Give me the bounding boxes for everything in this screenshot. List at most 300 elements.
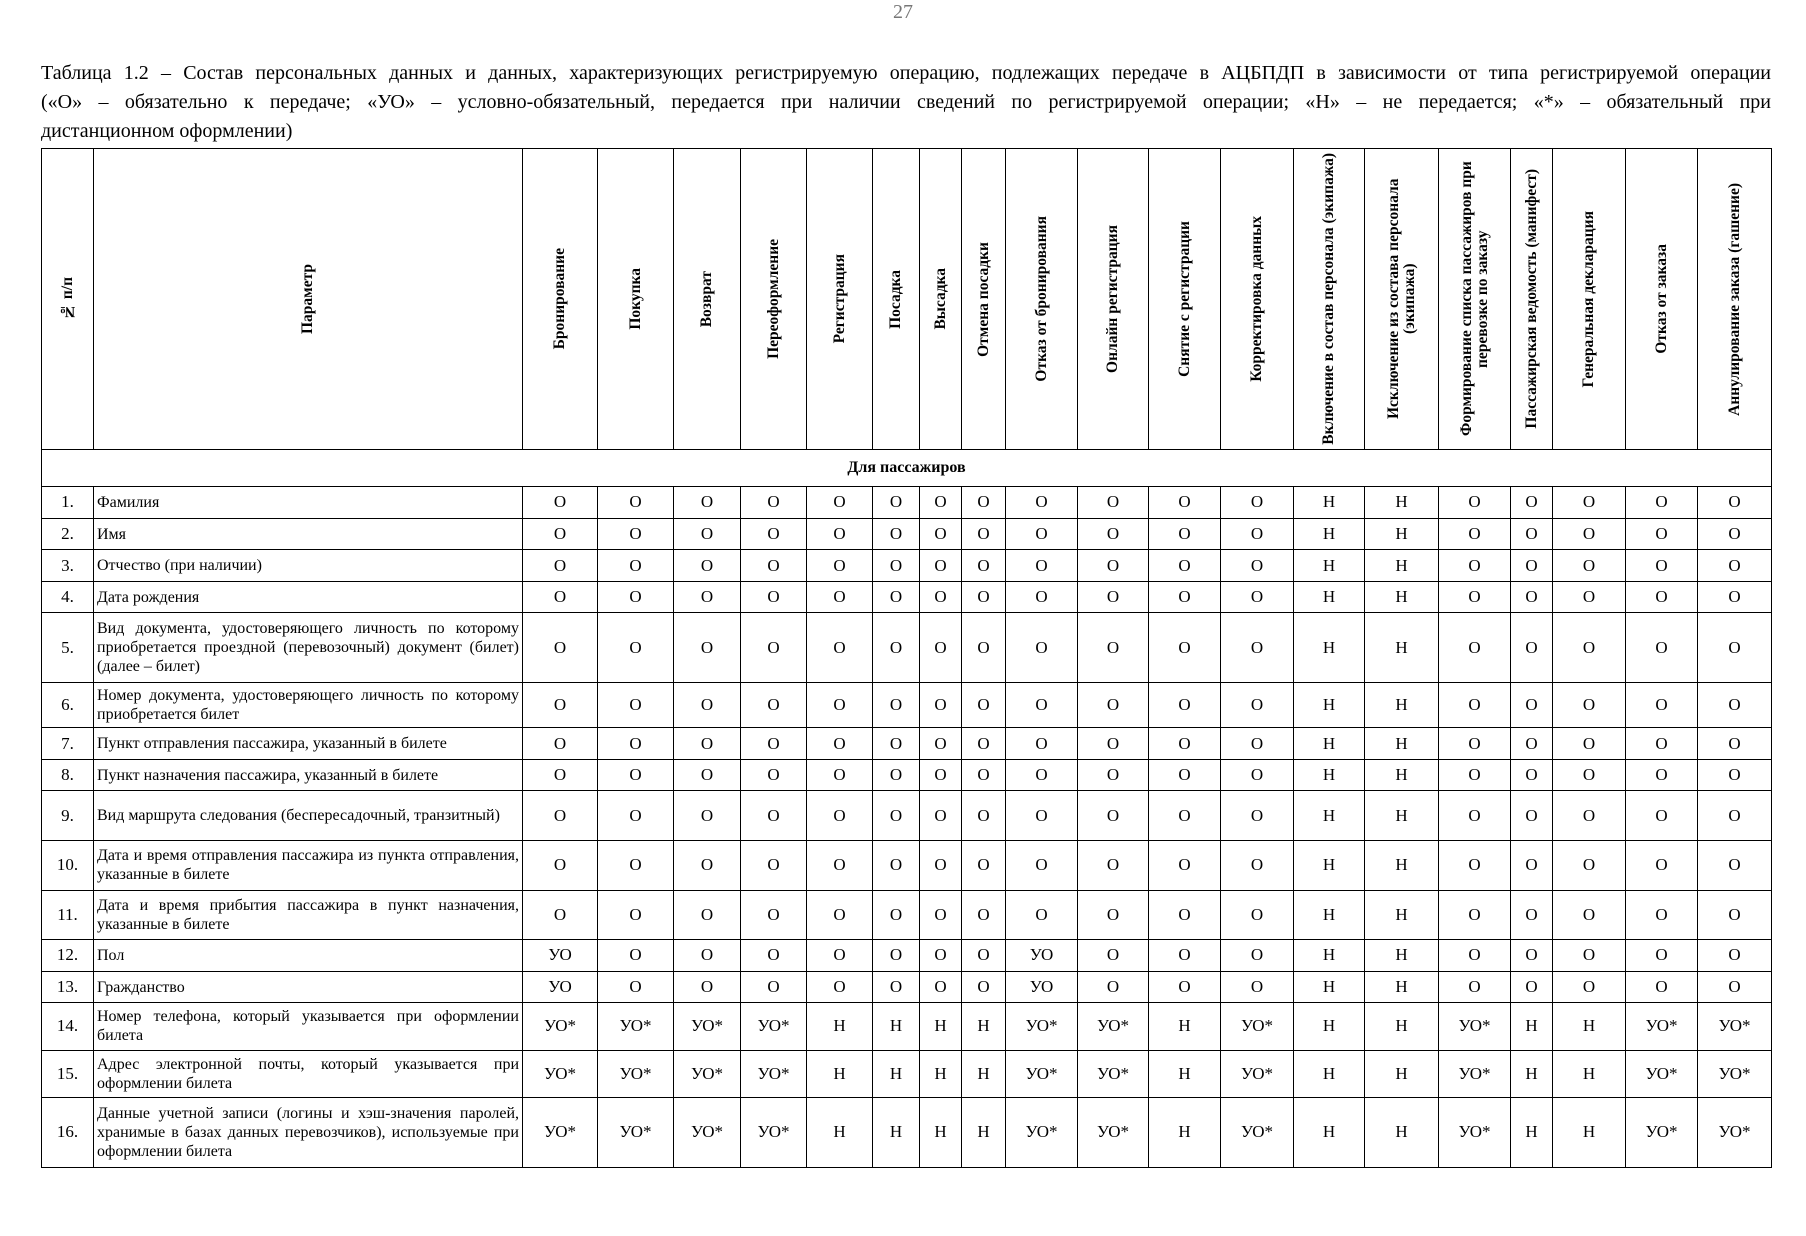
- value-cell: О: [1078, 518, 1149, 550]
- value-cell: УО*: [1698, 1003, 1772, 1050]
- value-cell: О: [920, 728, 962, 760]
- value-cell: О: [1698, 518, 1772, 550]
- caption-line-2: («О» – обязательно к передаче; «УО» – условно-обязательный, передается при наличии сведений по регистрируемой операции; «Н» – не передается; «*» – обязательный при: [41, 91, 1771, 113]
- table-row: [42, 890, 1772, 940]
- table-row: [42, 581, 1772, 613]
- value-cell: О: [920, 791, 962, 841]
- value-cell: О: [1439, 581, 1511, 613]
- value-cell: О: [1553, 518, 1626, 550]
- row-parameter: Дата и время прибытия пассажира в пункт назначения, указанные в билете: [94, 890, 523, 940]
- header-op: Формирование списка пассажиров при перевозке по заказу: [1439, 149, 1511, 450]
- value-cell: О: [674, 550, 741, 582]
- value-cell: О: [1511, 791, 1553, 841]
- value-cell: Н: [1365, 971, 1439, 1003]
- value-cell: О: [962, 550, 1006, 582]
- value-cell: Н: [1511, 1097, 1553, 1167]
- value-cell: О: [674, 518, 741, 550]
- value-cell: О: [1149, 683, 1221, 728]
- value-cell: Н: [1294, 841, 1365, 891]
- value-cell: О: [598, 890, 674, 940]
- row-number: 8.: [42, 759, 94, 791]
- value-cell: О: [674, 940, 741, 972]
- value-cell: О: [962, 841, 1006, 891]
- value-cell: О: [962, 581, 1006, 613]
- value-cell: О: [741, 728, 807, 760]
- value-cell: Н: [1294, 1050, 1365, 1097]
- value-cell: О: [920, 487, 962, 519]
- value-cell: О: [873, 759, 920, 791]
- value-cell: О: [807, 728, 873, 760]
- value-cell: О: [523, 841, 598, 891]
- value-cell: О: [807, 613, 873, 683]
- value-cell: Н: [1365, 613, 1439, 683]
- value-cell: Н: [1365, 728, 1439, 760]
- header-num: № п/п: [42, 149, 94, 450]
- value-cell: Н: [1294, 940, 1365, 972]
- value-cell: О: [920, 841, 962, 891]
- row-parameter: Адрес электронной почты, который указывается при оформлении билета: [94, 1050, 523, 1097]
- header-op: Отмена посадки: [962, 149, 1006, 450]
- value-cell: УО*: [741, 1050, 807, 1097]
- value-cell: О: [1698, 791, 1772, 841]
- value-cell: УО: [523, 971, 598, 1003]
- header-op: Отказ от заказа: [1626, 149, 1698, 450]
- value-cell: О: [1626, 487, 1698, 519]
- value-cell: О: [1626, 728, 1698, 760]
- value-cell: О: [741, 759, 807, 791]
- data-table: [41, 148, 1772, 1168]
- header-op: Исключение из состава персонала (экипажа): [1365, 149, 1439, 450]
- header-op: Включение в состав персонала (экипажа): [1294, 149, 1365, 450]
- value-cell: О: [1553, 841, 1626, 891]
- value-cell: УО*: [741, 1003, 807, 1050]
- value-cell: Н: [920, 1003, 962, 1050]
- value-cell: О: [523, 518, 598, 550]
- section-title: Для пассажиров: [42, 450, 1772, 487]
- value-cell: О: [1439, 518, 1511, 550]
- value-cell: О: [674, 487, 741, 519]
- value-cell: Н: [873, 1097, 920, 1167]
- row-parameter: Пункт отправления пассажира, указанный в билете: [94, 728, 523, 760]
- value-cell: О: [741, 550, 807, 582]
- row-parameter: Номер телефона, который указывается при оформлении билета: [94, 1003, 523, 1050]
- value-cell: О: [1626, 971, 1698, 1003]
- row-parameter: Данные учетной записи (логины и хэш-значения паролей, хранимые в базах данных перевозчиков), используемые при оформлении билета: [94, 1097, 523, 1167]
- value-cell: О: [598, 759, 674, 791]
- value-cell: О: [1511, 683, 1553, 728]
- row-parameter: Вид документа, удостоверяющего личность по которому приобретается проездной (перевозочный) документ (билет) (далее – билет): [94, 613, 523, 683]
- header-op: Снятие с регистрации: [1149, 149, 1221, 450]
- value-cell: О: [1698, 940, 1772, 972]
- value-cell: О: [1078, 550, 1149, 582]
- value-cell: О: [598, 581, 674, 613]
- value-cell: Н: [920, 1050, 962, 1097]
- value-cell: О: [1439, 940, 1511, 972]
- value-cell: О: [741, 581, 807, 613]
- value-cell: О: [807, 791, 873, 841]
- value-cell: О: [962, 518, 1006, 550]
- value-cell: Н: [1553, 1003, 1626, 1050]
- value-cell: О: [598, 940, 674, 972]
- value-cell: О: [962, 728, 1006, 760]
- value-cell: О: [1439, 550, 1511, 582]
- value-cell: УО*: [674, 1050, 741, 1097]
- value-cell: О: [1553, 759, 1626, 791]
- value-cell: О: [1626, 940, 1698, 972]
- value-cell: УО*: [1006, 1097, 1078, 1167]
- value-cell: УО*: [1698, 1050, 1772, 1097]
- row-number: 13.: [42, 971, 94, 1003]
- row-number: 9.: [42, 791, 94, 841]
- value-cell: О: [1221, 487, 1294, 519]
- header-op: Переоформление: [741, 149, 807, 450]
- header-op: Генеральная декларация: [1553, 149, 1626, 450]
- value-cell: УО*: [674, 1097, 741, 1167]
- row-number: 14.: [42, 1003, 94, 1050]
- value-cell: УО*: [1439, 1003, 1511, 1050]
- value-cell: О: [598, 613, 674, 683]
- value-cell: О: [920, 518, 962, 550]
- value-cell: О: [1698, 971, 1772, 1003]
- value-cell: О: [1626, 613, 1698, 683]
- value-cell: О: [1511, 759, 1553, 791]
- value-cell: О: [523, 759, 598, 791]
- row-number: 11.: [42, 890, 94, 940]
- value-cell: О: [1553, 971, 1626, 1003]
- header-op: Онлайн регистрация: [1078, 149, 1149, 450]
- table-row: [42, 683, 1772, 728]
- value-cell: О: [1698, 550, 1772, 582]
- value-cell: Н: [807, 1097, 873, 1167]
- row-number: 7.: [42, 728, 94, 760]
- value-cell: О: [1006, 759, 1078, 791]
- row-number: 2.: [42, 518, 94, 550]
- caption-line-1: Таблица 1.2 – Состав персональных данных и данных, характеризующих регистрируемую операцию, подлежащих передаче в АЦБПДП в зависимости от типа регистрируемой операции: [41, 62, 1771, 84]
- value-cell: О: [1511, 841, 1553, 891]
- row-number: 6.: [42, 683, 94, 728]
- value-cell: О: [1553, 728, 1626, 760]
- value-cell: Н: [1365, 1097, 1439, 1167]
- value-cell: Н: [1365, 759, 1439, 791]
- header-op: Корректировка данных: [1221, 149, 1294, 450]
- value-cell: О: [523, 487, 598, 519]
- header-op: Аннулирование заказа (гашение): [1698, 149, 1772, 450]
- table-row: [42, 550, 1772, 582]
- row-number: 10.: [42, 841, 94, 891]
- value-cell: О: [523, 581, 598, 613]
- value-cell: О: [598, 841, 674, 891]
- value-cell: О: [523, 550, 598, 582]
- value-cell: О: [962, 759, 1006, 791]
- value-cell: О: [674, 759, 741, 791]
- value-cell: О: [873, 550, 920, 582]
- row-parameter: Фамилия: [94, 487, 523, 519]
- value-cell: О: [1221, 550, 1294, 582]
- table-row: [42, 971, 1772, 1003]
- value-cell: О: [674, 683, 741, 728]
- header-op: Пассажирская ведомость (манифест): [1511, 149, 1553, 450]
- value-cell: О: [807, 487, 873, 519]
- value-cell: Н: [1294, 518, 1365, 550]
- row-number: 1.: [42, 487, 94, 519]
- value-cell: О: [807, 841, 873, 891]
- value-cell: О: [1006, 487, 1078, 519]
- value-cell: О: [1149, 728, 1221, 760]
- value-cell: УО: [523, 940, 598, 972]
- value-cell: О: [962, 683, 1006, 728]
- value-cell: О: [1439, 841, 1511, 891]
- value-cell: О: [1078, 940, 1149, 972]
- value-cell: О: [1511, 550, 1553, 582]
- value-cell: О: [674, 791, 741, 841]
- header-op: Бронирование: [523, 149, 598, 450]
- value-cell: О: [873, 613, 920, 683]
- value-cell: Н: [1365, 841, 1439, 891]
- value-cell: О: [962, 890, 1006, 940]
- value-cell: О: [1221, 613, 1294, 683]
- row-parameter: Номер документа, удостоверяющего личность по которому приобретается билет: [94, 683, 523, 728]
- value-cell: О: [1078, 890, 1149, 940]
- value-cell: О: [1511, 940, 1553, 972]
- header-param: Параметр: [94, 149, 523, 450]
- value-cell: О: [1149, 550, 1221, 582]
- value-cell: О: [1006, 581, 1078, 613]
- value-cell: О: [807, 518, 873, 550]
- value-cell: О: [741, 791, 807, 841]
- value-cell: О: [1149, 971, 1221, 1003]
- value-cell: О: [1006, 550, 1078, 582]
- value-cell: О: [1078, 759, 1149, 791]
- row-parameter: Вид маршрута следования (беспересадочный, транзитный): [94, 791, 523, 841]
- table-row: [42, 518, 1772, 550]
- value-cell: О: [807, 759, 873, 791]
- value-cell: О: [1511, 728, 1553, 760]
- value-cell: О: [741, 940, 807, 972]
- row-parameter: Отчество (при наличии): [94, 550, 523, 582]
- value-cell: О: [1006, 728, 1078, 760]
- row-number: 16.: [42, 1097, 94, 1167]
- value-cell: Н: [1149, 1003, 1221, 1050]
- value-cell: О: [1511, 890, 1553, 940]
- value-cell: УО*: [1006, 1050, 1078, 1097]
- value-cell: О: [1078, 728, 1149, 760]
- value-cell: О: [1078, 791, 1149, 841]
- value-cell: О: [962, 613, 1006, 683]
- table-row: [42, 1097, 1772, 1167]
- value-cell: О: [741, 518, 807, 550]
- value-cell: УО*: [1698, 1097, 1772, 1167]
- value-cell: О: [873, 940, 920, 972]
- value-cell: УО*: [598, 1050, 674, 1097]
- value-cell: О: [920, 971, 962, 1003]
- value-cell: УО*: [1626, 1097, 1698, 1167]
- value-cell: О: [1698, 841, 1772, 891]
- value-cell: УО: [1006, 971, 1078, 1003]
- value-cell: О: [1553, 791, 1626, 841]
- value-cell: О: [1439, 613, 1511, 683]
- value-cell: О: [1149, 581, 1221, 613]
- value-cell: О: [1511, 581, 1553, 613]
- value-cell: О: [1221, 841, 1294, 891]
- value-cell: О: [920, 683, 962, 728]
- value-cell: О: [1553, 940, 1626, 972]
- table-caption: [41, 59, 1771, 146]
- table-row: [42, 1003, 1772, 1050]
- value-cell: О: [873, 518, 920, 550]
- value-cell: О: [920, 759, 962, 791]
- value-cell: Н: [1294, 1003, 1365, 1050]
- value-cell: О: [807, 890, 873, 940]
- value-cell: УО*: [1626, 1003, 1698, 1050]
- value-cell: О: [873, 487, 920, 519]
- value-cell: О: [1221, 791, 1294, 841]
- value-cell: О: [1553, 890, 1626, 940]
- header-op: Высадка: [920, 149, 962, 450]
- row-parameter: Пункт назначения пассажира, указанный в билете: [94, 759, 523, 791]
- value-cell: О: [873, 683, 920, 728]
- value-cell: О: [1553, 487, 1626, 519]
- value-cell: О: [1439, 791, 1511, 841]
- value-cell: Н: [1365, 940, 1439, 972]
- value-cell: О: [962, 971, 1006, 1003]
- row-number: 3.: [42, 550, 94, 582]
- value-cell: О: [873, 890, 920, 940]
- value-cell: О: [1149, 940, 1221, 972]
- value-cell: Н: [1294, 550, 1365, 582]
- table-row: [42, 940, 1772, 972]
- value-cell: О: [598, 971, 674, 1003]
- value-cell: УО*: [523, 1097, 598, 1167]
- value-cell: О: [1149, 613, 1221, 683]
- value-cell: УО*: [523, 1003, 598, 1050]
- value-cell: О: [1511, 487, 1553, 519]
- value-cell: Н: [807, 1003, 873, 1050]
- value-cell: Н: [1294, 613, 1365, 683]
- value-cell: О: [523, 791, 598, 841]
- row-number: 12.: [42, 940, 94, 972]
- value-cell: О: [920, 581, 962, 613]
- value-cell: О: [674, 581, 741, 613]
- value-cell: О: [1553, 683, 1626, 728]
- value-cell: О: [1439, 759, 1511, 791]
- value-cell: УО*: [741, 1097, 807, 1167]
- value-cell: О: [807, 940, 873, 972]
- value-cell: О: [1698, 890, 1772, 940]
- value-cell: УО*: [1078, 1097, 1149, 1167]
- value-cell: О: [1698, 487, 1772, 519]
- value-cell: О: [1511, 613, 1553, 683]
- value-cell: Н: [1365, 581, 1439, 613]
- value-cell: УО*: [674, 1003, 741, 1050]
- value-cell: О: [1221, 683, 1294, 728]
- value-cell: О: [1439, 683, 1511, 728]
- value-cell: О: [1439, 728, 1511, 760]
- value-cell: УО*: [1439, 1050, 1511, 1097]
- value-cell: О: [962, 940, 1006, 972]
- value-cell: О: [1221, 728, 1294, 760]
- value-cell: О: [674, 841, 741, 891]
- value-cell: О: [1439, 971, 1511, 1003]
- value-cell: О: [962, 487, 1006, 519]
- value-cell: УО*: [523, 1050, 598, 1097]
- value-cell: О: [1078, 487, 1149, 519]
- value-cell: О: [807, 550, 873, 582]
- value-cell: Н: [1149, 1097, 1221, 1167]
- value-cell: О: [1553, 550, 1626, 582]
- value-cell: Н: [873, 1003, 920, 1050]
- row-parameter: Дата и время отправления пассажира из пункта отправления, указанные в билете: [94, 841, 523, 891]
- value-cell: О: [1149, 890, 1221, 940]
- section-row: [42, 450, 1772, 487]
- value-cell: О: [1553, 581, 1626, 613]
- value-cell: О: [598, 518, 674, 550]
- value-cell: О: [598, 728, 674, 760]
- value-cell: Н: [1511, 1003, 1553, 1050]
- value-cell: О: [1221, 940, 1294, 972]
- value-cell: УО*: [1626, 1050, 1698, 1097]
- page-number: 27: [893, 1, 913, 23]
- value-cell: О: [741, 890, 807, 940]
- caption-line-3: дистанционном оформлении): [41, 120, 293, 142]
- value-cell: Н: [1294, 791, 1365, 841]
- table-row: [42, 791, 1772, 841]
- value-cell: О: [920, 550, 962, 582]
- row-parameter: Пол: [94, 940, 523, 972]
- value-cell: О: [598, 791, 674, 841]
- value-cell: Н: [1365, 1003, 1439, 1050]
- value-cell: УО*: [1078, 1050, 1149, 1097]
- value-cell: Н: [873, 1050, 920, 1097]
- value-cell: О: [1626, 581, 1698, 613]
- value-cell: О: [1006, 518, 1078, 550]
- value-cell: О: [1626, 683, 1698, 728]
- value-cell: О: [1149, 759, 1221, 791]
- value-cell: О: [1626, 841, 1698, 891]
- value-cell: Н: [962, 1003, 1006, 1050]
- value-cell: О: [598, 487, 674, 519]
- value-cell: Н: [1365, 518, 1439, 550]
- value-cell: О: [1698, 759, 1772, 791]
- value-cell: О: [807, 581, 873, 613]
- value-cell: Н: [1294, 487, 1365, 519]
- value-cell: О: [1221, 971, 1294, 1003]
- value-cell: О: [1078, 841, 1149, 891]
- value-cell: УО*: [1439, 1097, 1511, 1167]
- value-cell: О: [1698, 613, 1772, 683]
- value-cell: УО*: [1221, 1050, 1294, 1097]
- value-cell: О: [1626, 890, 1698, 940]
- value-cell: О: [1149, 791, 1221, 841]
- value-cell: УО*: [1221, 1003, 1294, 1050]
- value-cell: О: [598, 683, 674, 728]
- table-row: [42, 728, 1772, 760]
- value-cell: Н: [1294, 759, 1365, 791]
- value-cell: О: [523, 683, 598, 728]
- value-cell: Н: [807, 1050, 873, 1097]
- value-cell: О: [1553, 613, 1626, 683]
- value-cell: О: [1698, 728, 1772, 760]
- row-number: 15.: [42, 1050, 94, 1097]
- value-cell: О: [1078, 581, 1149, 613]
- value-cell: О: [1511, 518, 1553, 550]
- value-cell: О: [1511, 971, 1553, 1003]
- row-number: 5.: [42, 613, 94, 683]
- value-cell: Н: [1294, 683, 1365, 728]
- value-cell: Н: [1294, 971, 1365, 1003]
- value-cell: УО*: [1078, 1003, 1149, 1050]
- value-cell: Н: [1365, 683, 1439, 728]
- value-cell: О: [1006, 841, 1078, 891]
